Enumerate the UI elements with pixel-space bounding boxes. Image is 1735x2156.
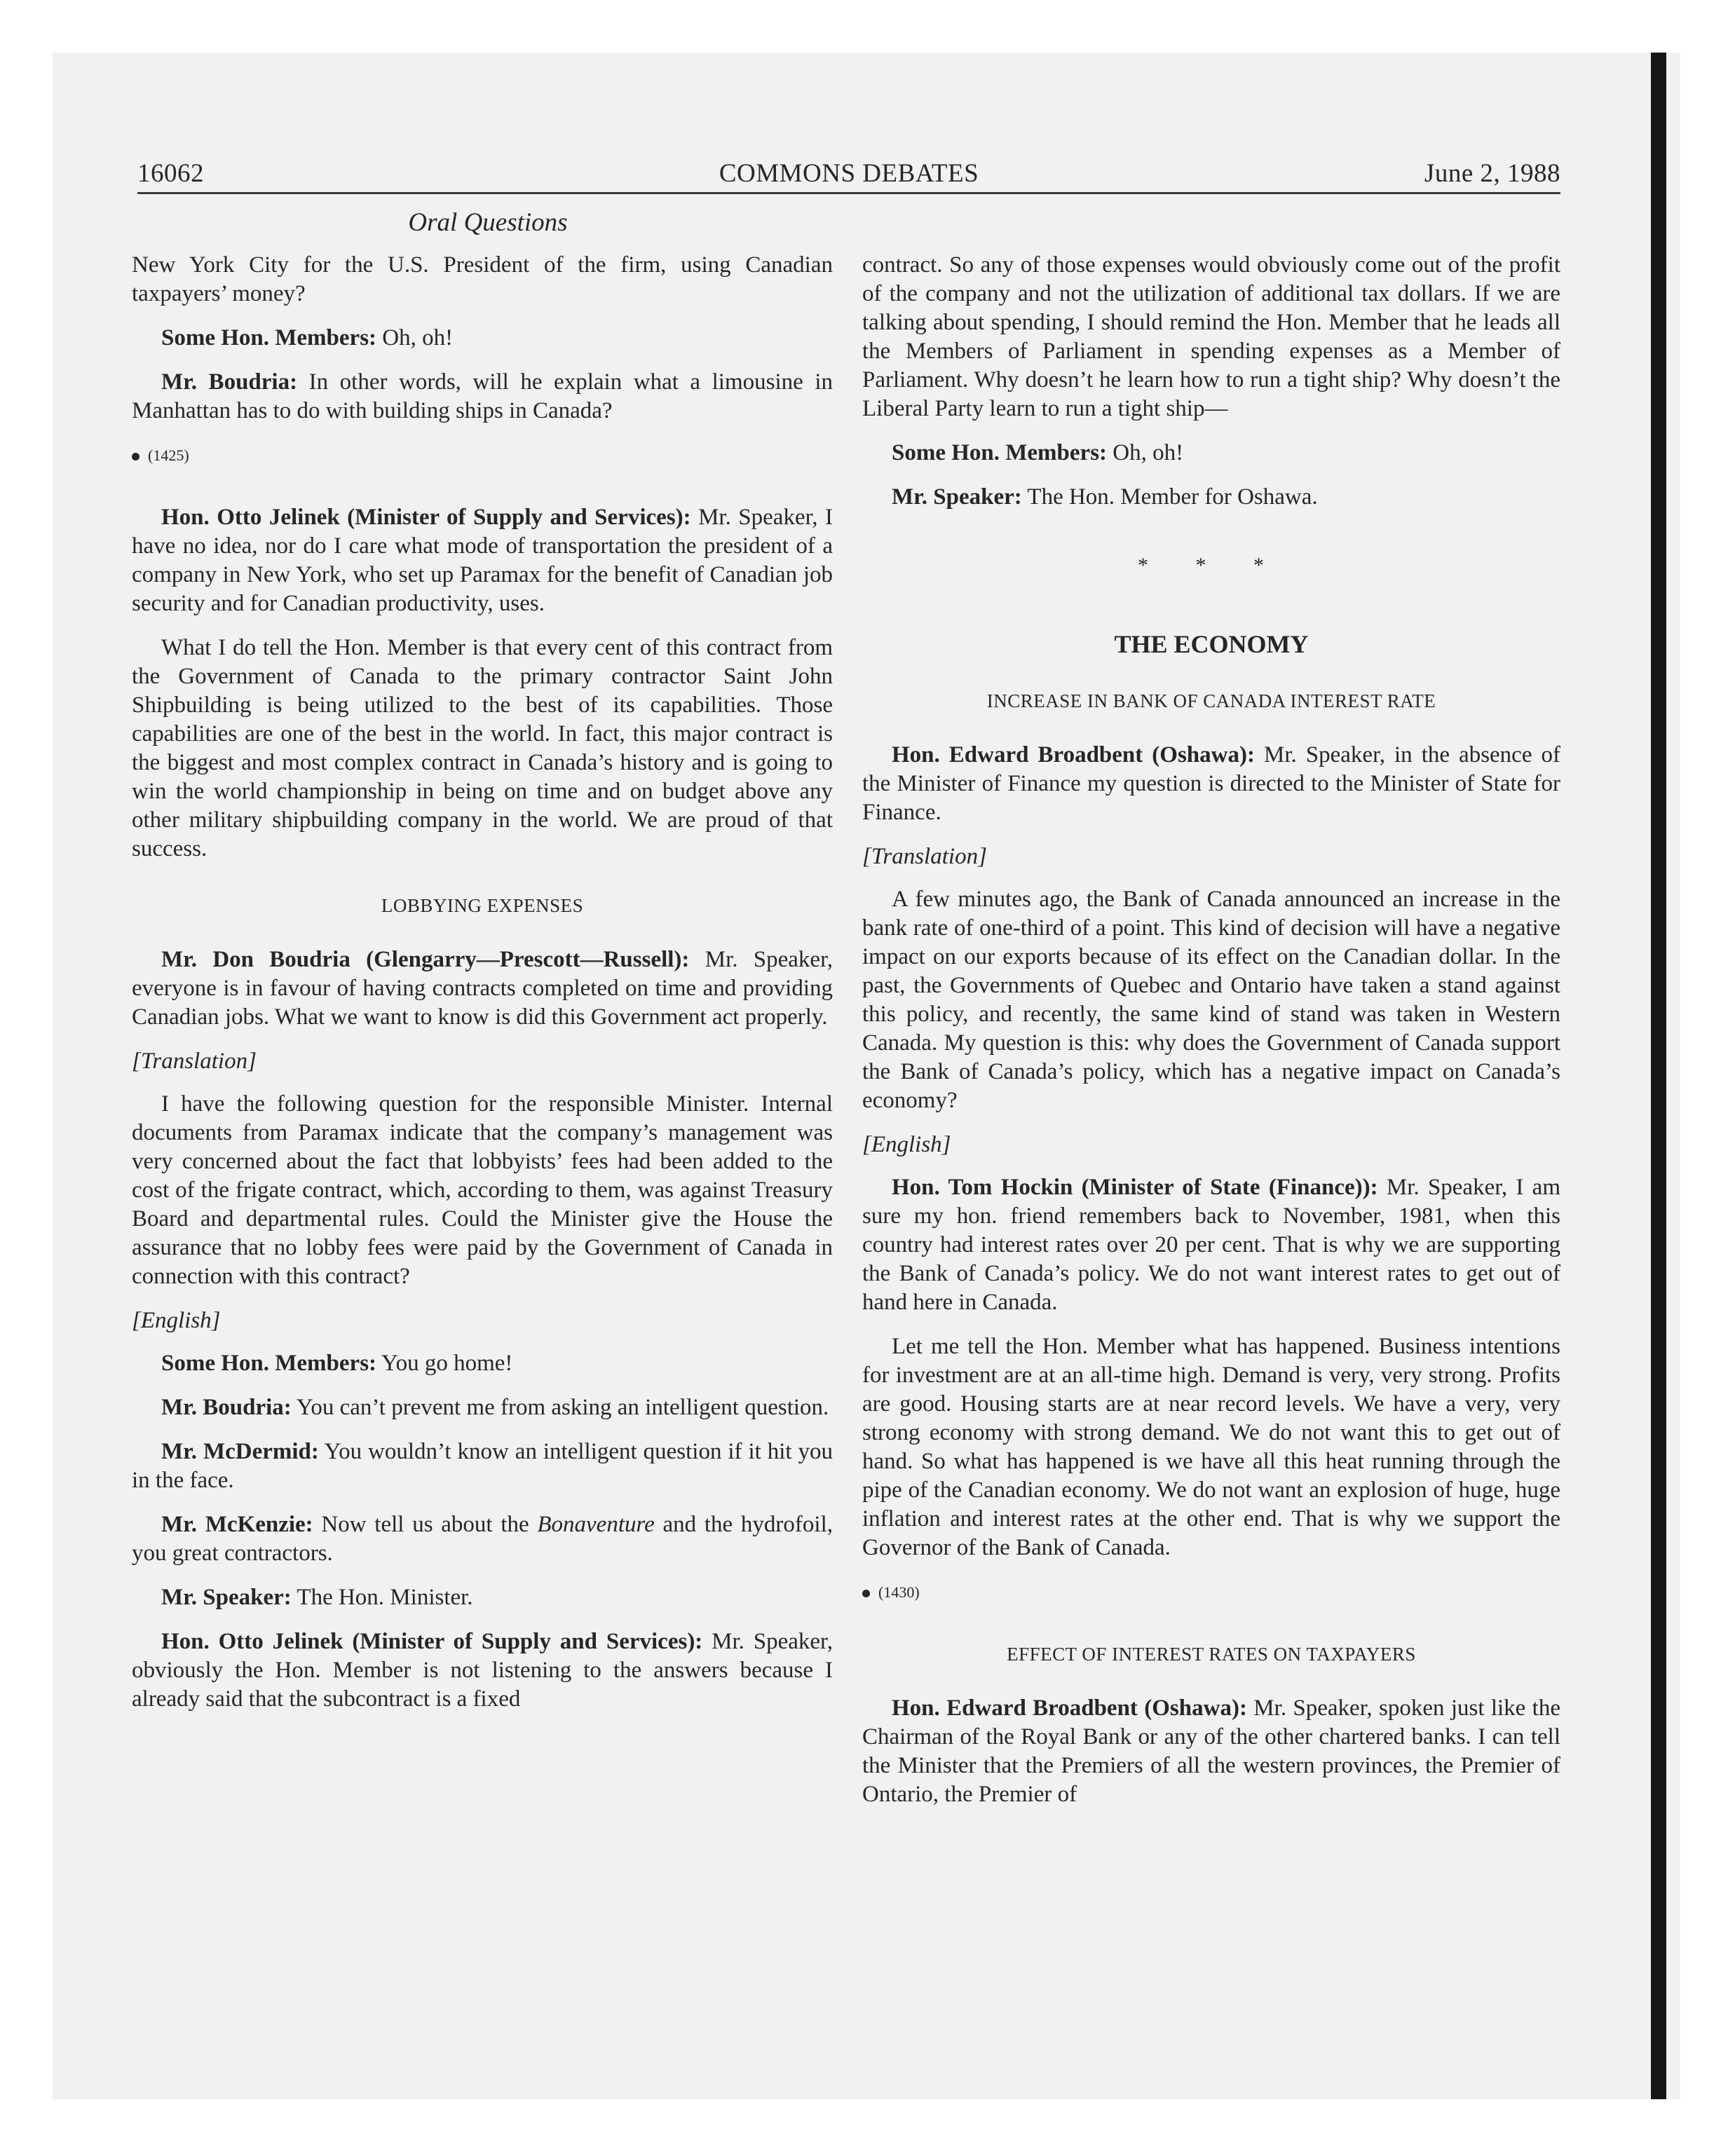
speech	[132, 1628, 833, 1714]
bullet-dot-icon	[132, 453, 140, 460]
running-header	[137, 158, 1560, 193]
speech-text: and the hydrofoil, you great contractors.	[132, 1512, 833, 1566]
speech-text: Oh, oh!	[1107, 440, 1184, 465]
speaker-name: Mr. Boudria:	[161, 1395, 292, 1420]
paragraph: New York City for the U.S. President of the firm, using Canadian taxpayers’ money?	[132, 252, 833, 306]
bullet-dot-icon	[862, 1590, 870, 1597]
time-stamp: (1430)	[878, 1583, 920, 1601]
speech	[862, 1694, 1560, 1809]
scan-edge-bar	[1651, 53, 1666, 2099]
speaker-name: Some Hon. Members:	[161, 325, 377, 350]
speech-text: Mr. Speaker, in the absence of the Minister of Finance my question is directed to the Minister of State for Finance.	[862, 742, 1560, 825]
ship-name: Bonaventure	[537, 1512, 655, 1537]
speech-text: You can’t prevent me from asking an intelligent question.	[291, 1395, 829, 1420]
time-marker	[132, 441, 833, 470]
header-rule	[137, 192, 1560, 194]
right-column	[862, 251, 1560, 1824]
speech	[132, 1438, 833, 1495]
speech-text: The Hon. Member for Oshawa.	[1021, 484, 1318, 510]
rubric-heading: THE ECONOMY	[1114, 630, 1309, 658]
speaker-name: Mr. Speaker:	[892, 484, 1022, 510]
speaker-name: Some Hon. Members:	[892, 440, 1108, 465]
page-number: 16062	[137, 159, 204, 188]
section-title: Oral Questions	[408, 208, 568, 237]
time-stamp: (1425)	[148, 446, 189, 464]
speaker-name: Mr. McDermid:	[161, 1439, 319, 1464]
speech	[862, 483, 1560, 512]
speech	[132, 1583, 833, 1612]
language-tag: [English]	[132, 1308, 221, 1333]
time-marker	[862, 1578, 1560, 1606]
paragraph: What I do tell the Hon. Member is that every cent of this contract from the Government of Canada to the primary contractor Saint John Shipbuilding is being utilized to the best of its capabilities. Those capabilities are one of the best in the world. In fact, this major contract is the biggest and most complex contract in Canada’s history and is going to win the world championship in being on time and on budget above any other military shipbuilding company in the world. We are proud of that success.	[132, 635, 833, 861]
speech	[132, 946, 833, 1032]
language-tag: [Translation]	[862, 844, 987, 869]
journal-title: COMMONS DEBATES	[719, 159, 979, 188]
speech-text: You go home!	[376, 1351, 513, 1376]
sitting-date: June 2, 1988	[1424, 159, 1560, 188]
speech	[132, 368, 833, 425]
paragraph: Let me tell the Hon. Member what has happened. Business intentions for investment are at an all-time high. Demand is very, very strong. Profits are good. Housing starts are at near record levels. We have a very, very strong economy with strong demand. We do not want this to get out of hand. So what has happened is we have all this heat running through the pipe of the Canadian economy. We do not want an explosion of huge, huge inflation and interest rates at the other end. That is why we support the Governor of the Bank of Canada.	[862, 1334, 1560, 1560]
speech-text: You wouldn’t know an intelligent question if it hit you in the face.	[132, 1439, 833, 1493]
speech	[132, 503, 833, 618]
speaker-name: Hon. Otto Jelinek (Minister of Supply and Services):	[161, 505, 691, 530]
subject-heading: INCREASE IN BANK OF CANADA INTEREST RATE	[986, 690, 1436, 711]
speech-text: Mr. Speaker, everyone is in favour of having contracts completed on time and providing Canadian jobs. What we want to know is did this Government act properly.	[132, 947, 833, 1030]
speaker-name: Hon. Tom Hockin (Minister of State (Finance)):	[892, 1175, 1378, 1200]
subject-heading: LOBBYING EXPENSES	[381, 895, 584, 916]
speaker-name: Hon. Otto Jelinek (Minister of Supply and Services):	[161, 1629, 703, 1654]
paragraph: contract. So any of those expenses would obviously come out of the profit of the company and not the utilization of additional tax dollars. If we are talking about spending, I should remind the Hon. Member that he leads all the Members of Parliament in spending expenses as a Member of Parliament. Why doesn’t he learn how to run a tight ship? Why doesn’t the Liberal Party learn to run a tight ship—	[862, 252, 1560, 421]
speech-text: Mr. Speaker, I have no idea, nor do I care what mode of transportation the president of a company in New York, who set up Paramax for the benefit of Canadian job security and for Canadian productivity, uses.	[132, 505, 833, 616]
speaker-name: Some Hon. Members:	[161, 1351, 377, 1376]
speaker-name: Hon. Edward Broadbent (Oshawa):	[892, 742, 1255, 767]
speaker-name: Mr. McKenzie:	[161, 1512, 313, 1537]
speech-text: The Hon. Minister.	[291, 1585, 473, 1610]
speech	[132, 1393, 833, 1422]
speech	[862, 741, 1560, 827]
speech	[132, 324, 833, 353]
speech-text: Now tell us about the	[313, 1512, 538, 1537]
speech-text: In other words, will he explain what a limousine in Manhattan has to do with building ships in Canada?	[132, 369, 833, 423]
speech	[132, 1510, 833, 1568]
section-separator: * * *	[1138, 554, 1285, 577]
speech-text: Mr. Speaker, I am sure my hon. friend remembers back to November, 1981, when this country had interest rates over 20 per cent. That is why we are supporting the Bank of Canada’s policy. We do not want interest rates to get out of hand here in Canada.	[862, 1175, 1560, 1315]
speech	[862, 1173, 1560, 1317]
language-tag: [Translation]	[132, 1049, 257, 1074]
speaker-name: Mr. Boudria:	[161, 369, 298, 395]
paragraph: A few minutes ago, the Bank of Canada announced an increase in the bank rate of one-third of a point. This kind of decision will have a negative impact on our exports because of its effect on the Canadian dollar. In the past, the Governments of Quebec and Ontario have taken a stand against this policy, and recently, the same kind of stand was taken in Western Canada. My question is this: why does the Government of Canada support the Bank of Canada’s policy, which has a negative impact on Canada’s economy?	[862, 887, 1560, 1113]
speech	[862, 439, 1560, 468]
speech-text: Mr. Speaker, obviously the Hon. Member is not listening to the answers because I already said that the subcontract is a fixed	[132, 1629, 833, 1712]
speech-text: Oh, oh!	[376, 325, 454, 350]
speaker-name: Mr. Don Boudria (Glengarry—Prescott—Russell):	[161, 947, 690, 972]
subject-heading: EFFECT OF INTEREST RATES ON TAXPAYERS	[1007, 1644, 1416, 1665]
speech-text: Mr. Speaker, spoken just like the Chairman of the Royal Bank or any of the other chartered banks. I can tell the Minister that the Premiers of all the western provinces, the Premier of Ontario, the Premier of	[862, 1696, 1560, 1807]
language-tag: [English]	[862, 1132, 951, 1157]
left-column	[132, 251, 833, 1729]
paragraph: I have the following question for the responsible Minister. Internal documents from Paramax indicate that the company’s management was very concerned about the fact that lobbyists’ fees had been added to the cost of the frigate contract, which, according to them, was against Treasury Board and departmental rules. Could the Minister give the House the assurance that no lobby fees were paid by the Government of Canada in connection with this contract?	[132, 1091, 833, 1289]
speaker-name: Hon. Edward Broadbent (Oshawa):	[892, 1696, 1247, 1721]
speech	[132, 1349, 833, 1378]
speaker-name: Mr. Speaker:	[161, 1585, 292, 1610]
